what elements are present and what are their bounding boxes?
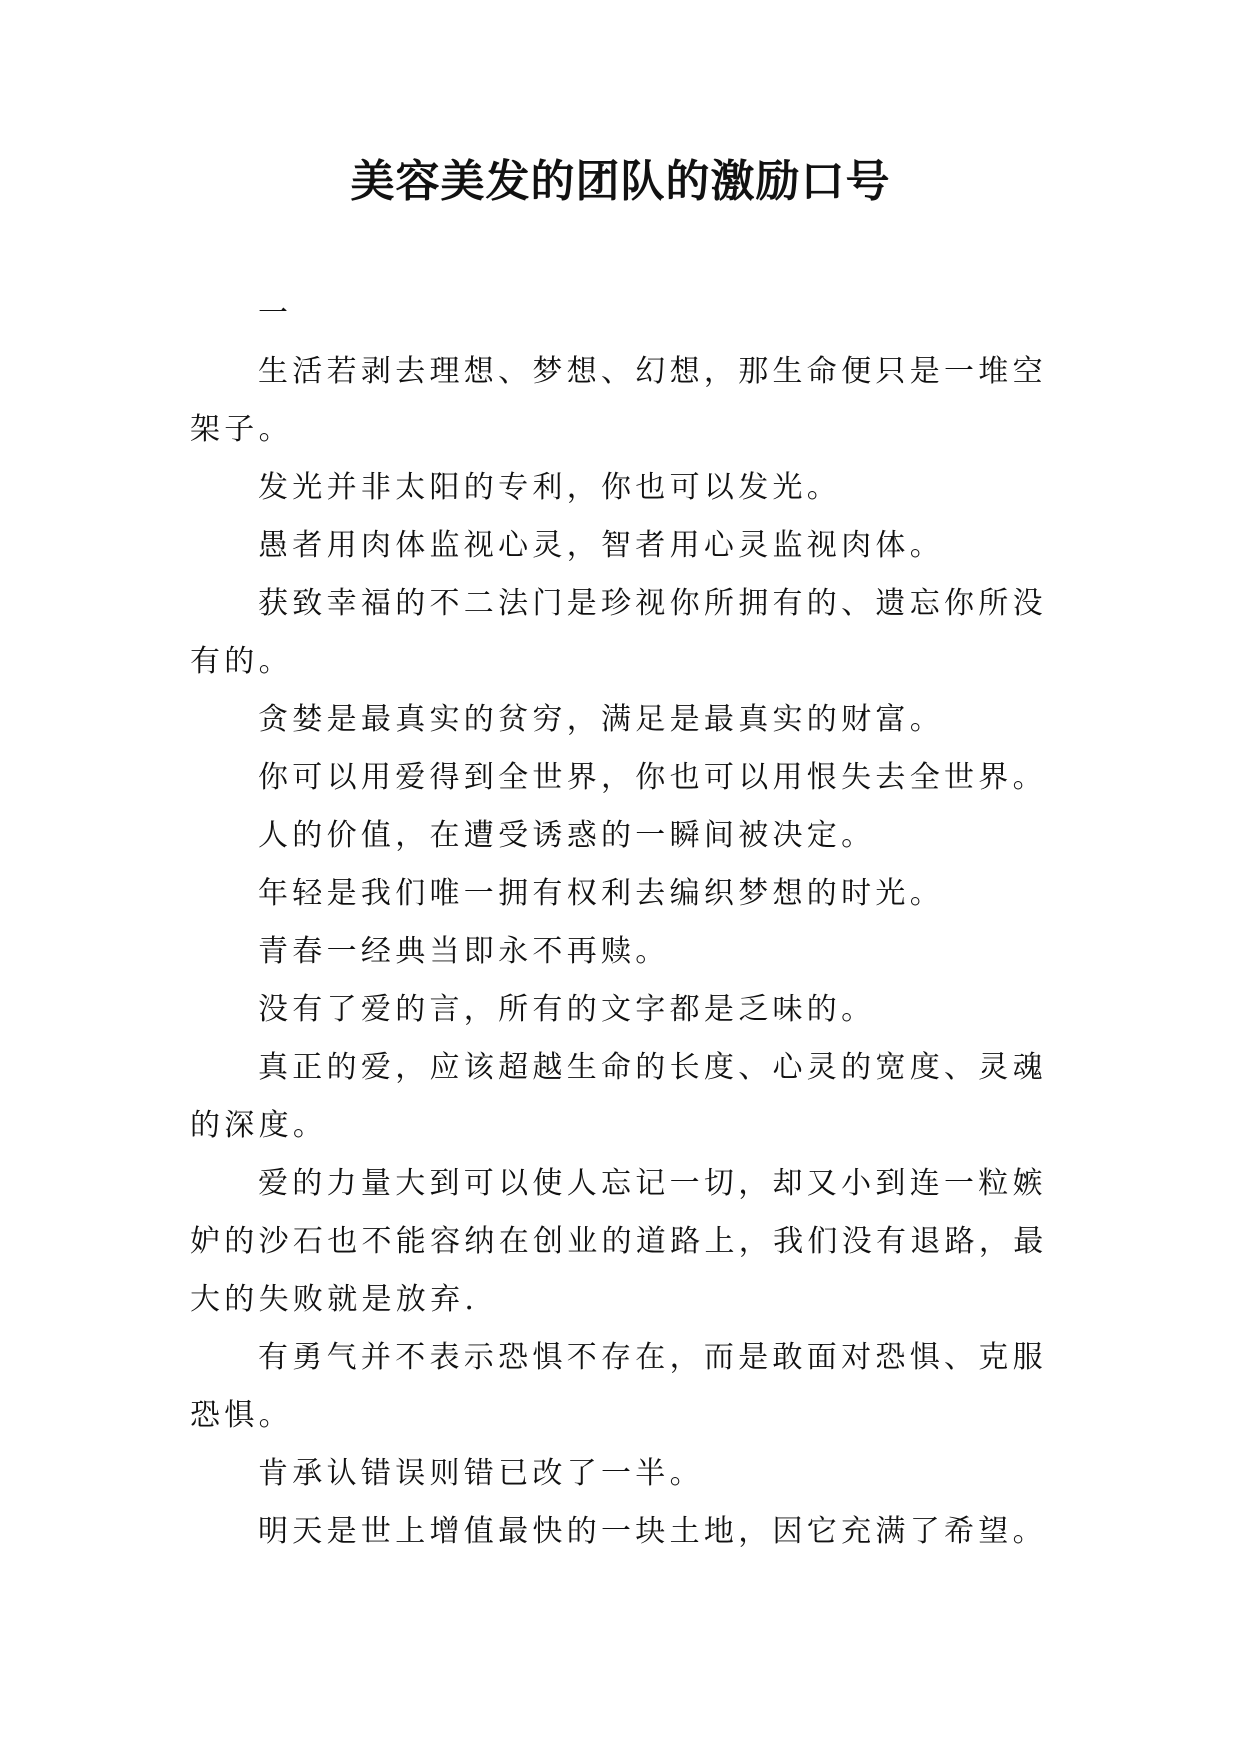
paragraph: 真正的爱，应该超越生命的长度、心灵的宽度、灵魂的深度。 <box>190 1050 1047 1143</box>
paragraph: 明天是世上增值最快的一块土地，因它充满了希望。 <box>258 1514 1047 1549</box>
paragraph: 没有了爱的言，所有的文字都是乏味的。 <box>258 992 876 1027</box>
paragraph: 贪婪是最真实的贫穷，满足是最真实的财富。 <box>258 702 944 737</box>
paragraph: 爱的力量大到可以使人忘记一切，却又小到连一粒嫉妒的沙石也不能容纳在创业的道路上，我们没有退路，最大的失败就是放弃. <box>190 1166 1048 1317</box>
document-body <box>190 285 1050 1561</box>
paragraph: 有勇气并不表示恐惧不存在，而是敢面对恐惧、克服恐惧。 <box>190 1340 1047 1433</box>
paragraph: 人的价值，在遭受诱惑的一瞬间被决定。 <box>258 818 876 853</box>
paragraph: 一 <box>258 296 293 331</box>
paragraph: 青春一经典当即永不再赎。 <box>258 934 670 969</box>
paragraph: 生活若剥去理想、梦想、幻想，那生命便只是一堆空架子。 <box>190 354 1047 447</box>
paragraph: 你可以用爱得到全世界，你也可以用恨失去全世界。 <box>258 760 1047 795</box>
paragraph: 发光并非太阳的专利，你也可以发光。 <box>258 470 842 505</box>
paragraph: 年轻是我们唯一拥有权利去编织梦想的时光。 <box>258 876 944 911</box>
paragraph: 愚者用肉体监视心灵，智者用心灵监视肉体。 <box>258 528 944 563</box>
paragraph: 获致幸福的不二法门是珍视你所拥有的、遗忘你所没有的。 <box>190 586 1047 679</box>
document-title: 美容美发的团队的激励口号 <box>350 156 891 207</box>
paragraph: 肯承认错误则错已改了一半。 <box>258 1456 704 1491</box>
